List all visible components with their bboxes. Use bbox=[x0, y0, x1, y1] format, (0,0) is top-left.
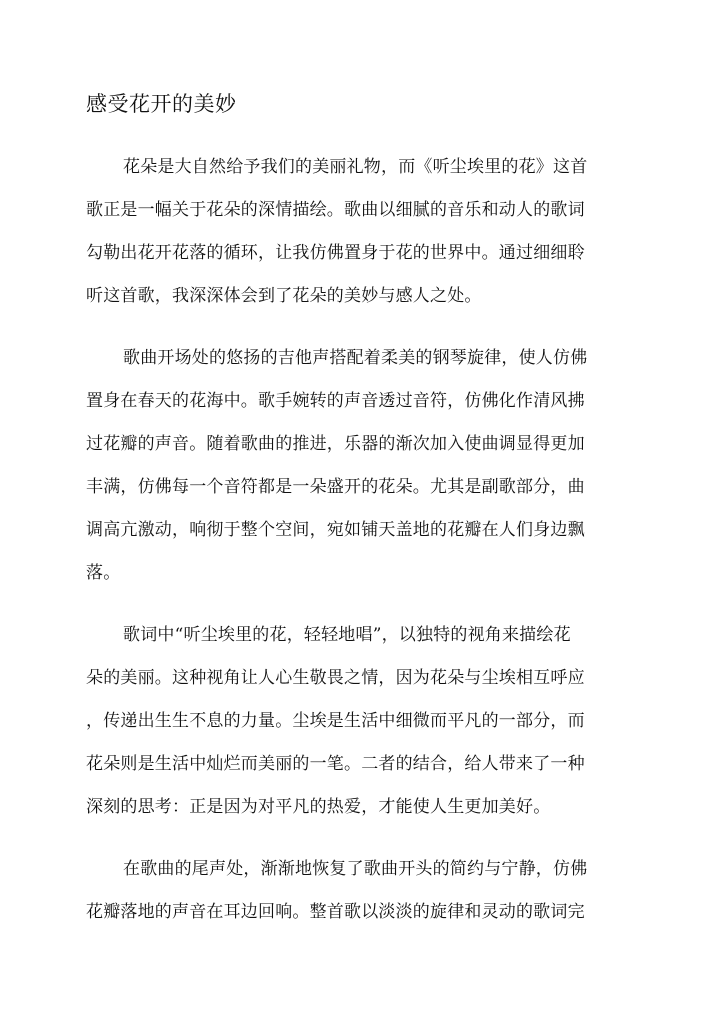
paragraph-line: 花瓣落地的声音在耳边回响。整首歌以淡淡的旋律和灵动的歌词完 bbox=[86, 902, 585, 922]
article-body bbox=[86, 146, 646, 953]
paragraph-line: 调高亢激动，响彻于整个空间，宛如铺天盖地的花瓣在人们身边飘 bbox=[86, 520, 585, 540]
paragraph-line: 落。 bbox=[86, 563, 121, 583]
paragraph-line: ，传递出生生不息的力量。尘埃是生活中细微而平凡的一部分，而 bbox=[86, 711, 585, 731]
paragraph-4 bbox=[86, 848, 646, 934]
paragraph-line: 花朵是大自然给予我们的美丽礼物，而《听尘埃里的花》这首 bbox=[123, 157, 588, 177]
paragraph-line: 歌词中“听尘埃里的花，轻轻地唱”，以独特的视角来描绘花 bbox=[123, 625, 571, 645]
paragraph-line: 在歌曲的尾声处，渐渐地恢复了歌曲开头的简约与宁静，仿佛 bbox=[123, 859, 588, 879]
page-title: 感受花开的美妙 bbox=[86, 92, 237, 116]
paragraph-line: 勾勒出花开花落的循环，让我仿佛置身于花的世界中。通过细细聆 bbox=[86, 243, 585, 263]
paragraph-line: 歌正是一幅关于花朵的深情描绘。歌曲以细腻的音乐和动人的歌词 bbox=[86, 200, 585, 220]
paragraph-line: 置身在春天的花海中。歌手婉转的声音透过音符，仿佛化作清风拂 bbox=[86, 391, 585, 411]
paragraph-line: 听这首歌，我深深体会到了花朵的美妙与感人之处。 bbox=[86, 286, 482, 306]
paragraph-line: 朵的美丽。这种视角让人心生敬畏之情，因为花朵与尘埃相互呼应 bbox=[86, 668, 585, 688]
paragraph-line: 歌曲开场处的悠扬的吉他声搭配着柔美的钢琴旋律，使人仿佛 bbox=[123, 348, 588, 368]
paragraph-line: 深刻的思考：正是因为对平凡的热爱，才能使人生更加美好。 bbox=[86, 797, 551, 817]
paragraph-3 bbox=[86, 614, 646, 829]
paragraph-1 bbox=[86, 146, 646, 318]
paragraph-line: 花朵则是生活中灿烂而美丽的一笔。二者的结合，给人带来了一种 bbox=[86, 754, 585, 774]
paragraph-2 bbox=[86, 337, 646, 595]
paragraph-line: 过花瓣的声音。随着歌曲的推进，乐器的渐次加入使曲调显得更加 bbox=[86, 434, 585, 454]
paragraph-line: 丰满，仿佛每一个音符都是一朵盛开的花朵。尤其是副歌部分，曲 bbox=[86, 477, 585, 497]
